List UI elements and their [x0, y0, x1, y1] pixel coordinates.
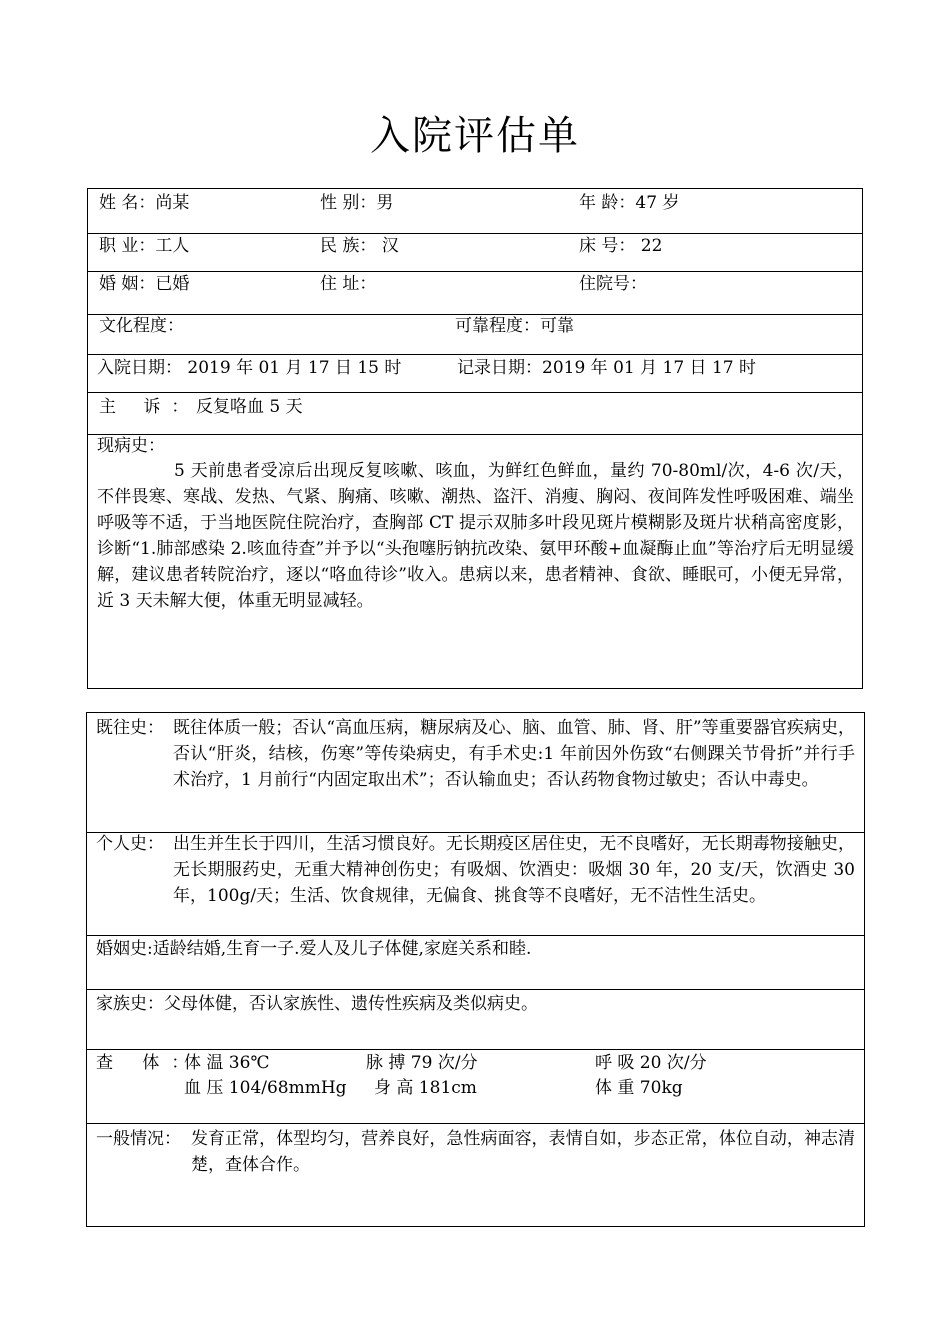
record-date: 记录日期：2019 年 01 月 17 日 17 时: [457, 358, 756, 378]
height: 身 高 181cm: [374, 1078, 477, 1098]
bed-number: 床 号： 22: [579, 236, 663, 256]
body-temperature: 体 温 36℃: [184, 1053, 270, 1073]
family-history: 家族史：父母体健，否认家族性、遗传性疾病及类似病史。: [96, 994, 538, 1014]
row-chief-complaint: [88, 393, 862, 435]
weight: 体 重 70kg: [595, 1078, 683, 1098]
past-history-section: [87, 713, 864, 833]
admission-number: 住院号：: [579, 274, 647, 294]
row-education-reliability: [88, 315, 862, 355]
education-level: 文化程度：: [99, 316, 184, 336]
general-condition-text: 发育正常，体型均匀，营养良好，急性病面容，表情自如，步态正常，体位自动，神志清楚，查体合作。: [191, 1129, 855, 1175]
address: 住 址：: [320, 274, 377, 294]
personal-history: [96, 831, 855, 909]
row-dates: [88, 355, 862, 393]
past-history: [96, 715, 855, 793]
present-illness-label: 现病史：: [97, 436, 165, 456]
personal-history-label: 个人史：: [96, 834, 164, 854]
reliability: 可靠程度：可靠: [455, 316, 574, 336]
patient-occupation: 职 业：工人: [99, 236, 190, 256]
history-exam-box: [86, 712, 865, 1227]
general-condition: [96, 1126, 855, 1178]
personal-history-text: 出生并生长于四川，生活习惯良好。无长期疫区居住史，无不良嗜好，无长期毒物接触史，无长期服药史，无重大精神创伤史；有吸烟、饮酒史：吸烟 30 年，20 支/天，饮酒史 30 年，100g/天；生活、饮食规律，无偏食、挑食等不良嗜好，无不洁性生活史。: [173, 834, 855, 906]
row-name-gender-age: [88, 189, 862, 234]
row-marital-address-admission: [88, 272, 862, 315]
basic-info-box: [87, 188, 863, 689]
present-illness-section: [88, 435, 862, 688]
marital-status: 婚 姻：已婚: [99, 274, 190, 294]
personal-history-section: [87, 833, 864, 936]
respiration: 呼 吸 20 次/分: [595, 1053, 707, 1073]
family-history-section: [87, 990, 864, 1050]
physical-exam-label: 查 体：: [96, 1053, 201, 1073]
patient-ethnicity: 民 族： 汉: [320, 236, 399, 256]
general-condition-section: [87, 1124, 864, 1226]
blood-pressure: 血 压 104/68mmHg: [184, 1078, 347, 1098]
present-illness-text: 5 天前患者受凉后出现反复咳嗽、咳血，为鲜红色鲜血，量约 70-80ml/次，4-6 次/天，不伴畏寒、寒战、发热、气紧、胸痛、咳嗽、潮热、盗汗、消瘦、胸闷、夜间阵发性呼吸困难、端坐呼吸等不适，于当地医院住院治疗，查胸部 CT 提示双肺多叶段见斑片模糊影及斑片状稍高密度影，诊断“1.肺部感染 2.咳血待查”并予以“头孢噻肟钠抗改染、氨甲环酸+血凝酶止血”等治疗后无明显缓解，建议患者转院治疗，逐以“咯血待诊”收入。患病以来，患者精神、食欲、睡眠可，小便无异常，近 3 天未解大便，体重无明显减轻。: [97, 461, 854, 611]
patient-name: 姓 名：尚某: [99, 193, 190, 213]
pulse: 脉 搏 79 次/分: [366, 1053, 478, 1073]
document-title: 入院评估单: [370, 113, 580, 159]
physical-exam-section: [87, 1050, 864, 1124]
patient-gender: 性 别：男: [320, 193, 394, 213]
past-history-label: 既往史：: [96, 718, 164, 738]
marriage-history: 婚姻史:适龄结婚,生育一子.爱人及儿子体健,家庭关系和睦.: [96, 939, 532, 959]
marriage-history-section: [87, 936, 864, 990]
general-condition-label: 一般情况：: [96, 1129, 181, 1149]
chief-complaint: 反复咯血 5 天: [196, 397, 303, 417]
row-occupation-ethnicity-bed: [88, 234, 862, 272]
past-history-text: 既往体质一般；否认“高血压病，糖尿病及心、脑、血管、肺、肾、肝”等重要器官疾病史，否认“肝炎，结核，伤寒”等传染病史，有手术史:1 年前因外伤致“右侧踝关节骨折”并行手术治疗，1 月前行“内固定取出术”；否认输血史；否认药物食物过敏史；否认中毒史。: [173, 718, 855, 790]
admission-date: 入院日期： 2019 年 01 月 17 日 15 时: [97, 358, 402, 378]
patient-age: 年 龄：47 岁: [579, 193, 680, 213]
chief-complaint-label: 主 诉：: [99, 397, 200, 417]
